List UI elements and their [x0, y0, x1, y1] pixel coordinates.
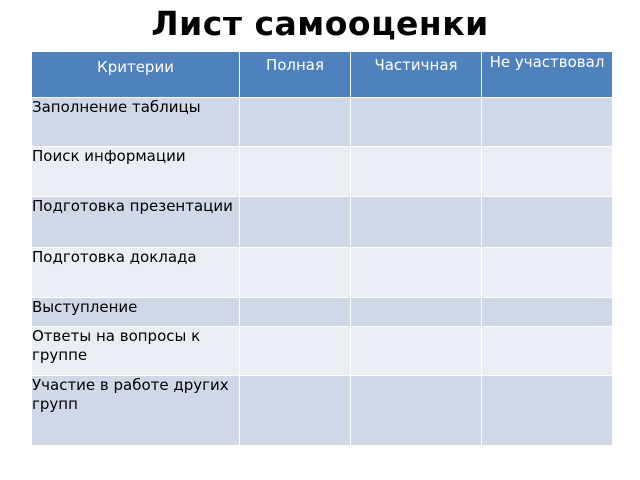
- full-cell[interactable]: [240, 298, 351, 327]
- full-cell[interactable]: [240, 327, 351, 376]
- criterion-cell: Участие в работе других групп: [32, 376, 240, 446]
- table-row: [32, 376, 613, 446]
- full-cell[interactable]: [240, 197, 351, 248]
- partial-cell[interactable]: [351, 298, 482, 327]
- criterion-cell: Заполнение таблицы: [32, 98, 240, 147]
- page-title: Лист самооценки: [151, 4, 489, 43]
- full-cell[interactable]: [240, 98, 351, 147]
- none-cell[interactable]: [482, 376, 613, 446]
- full-cell[interactable]: [240, 248, 351, 298]
- header-criteria: Критерии: [32, 52, 240, 98]
- header-full: Полная: [240, 52, 351, 98]
- header-partial: Частичная: [351, 52, 482, 98]
- table-row: [32, 98, 613, 147]
- partial-cell[interactable]: [351, 327, 482, 376]
- criterion-cell: Выступление: [32, 298, 240, 327]
- none-cell[interactable]: [482, 98, 613, 147]
- none-cell[interactable]: [482, 327, 613, 376]
- partial-cell[interactable]: [351, 98, 482, 147]
- self-assessment-table: [31, 51, 613, 446]
- partial-cell[interactable]: [351, 147, 482, 197]
- partial-cell[interactable]: [351, 197, 482, 248]
- none-cell[interactable]: [482, 248, 613, 298]
- criterion-cell: Ответы на вопросы к группе: [32, 327, 240, 376]
- header-row: [32, 52, 613, 98]
- none-cell[interactable]: [482, 298, 613, 327]
- table-row: [32, 147, 613, 197]
- full-cell[interactable]: [240, 147, 351, 197]
- table-row: [32, 298, 613, 327]
- criterion-cell: Подготовка доклада: [32, 248, 240, 298]
- criterion-cell: Подготовка презентации: [32, 197, 240, 248]
- header-not-participated: Не участвовал: [482, 52, 613, 98]
- partial-cell[interactable]: [351, 248, 482, 298]
- none-cell[interactable]: [482, 197, 613, 248]
- table-row: [32, 327, 613, 376]
- table-row: [32, 197, 613, 248]
- table-row: [32, 248, 613, 298]
- full-cell[interactable]: [240, 376, 351, 446]
- partial-cell[interactable]: [351, 376, 482, 446]
- none-cell[interactable]: [482, 147, 613, 197]
- criterion-cell: Поиск информации: [32, 147, 240, 197]
